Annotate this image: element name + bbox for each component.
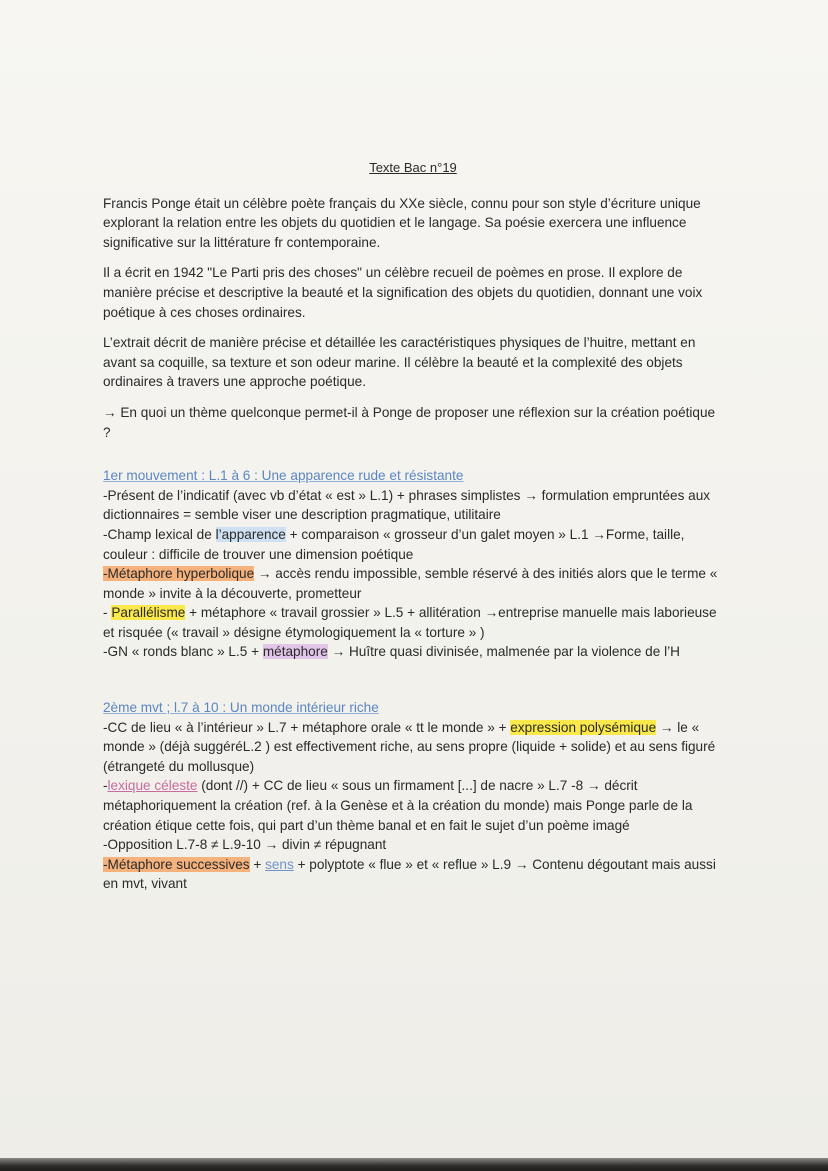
text-fragment: -GN « ronds blanc » L.5 +: [103, 644, 263, 660]
movement-1-heading: 1er mouvement : L.1 à 6 : Une apparence rude et résistante: [103, 468, 464, 484]
movement-2-line-3: -Opposition L.7-8 ≠ L.9-10 → divin ≠ répugnant: [103, 837, 387, 853]
text-fragment: + métaphore « travail grossier » L.5 + allitération →entreprise manuelle mais laborieuse et risquée (« travail » désigne étymologiquement la « torture » ): [103, 605, 717, 640]
highlight-orange: -Métaphore hyperbolique: [103, 566, 255, 582]
text-fragment: -: [103, 605, 112, 621]
movement-1-line-2: [103, 525, 723, 564]
movement-2-line-4: [103, 855, 723, 894]
intro-paragraph-2: Il a écrit en 1942 "Le Parti pris des choses" un célèbre recueil de poèmes en prose. Il explore de manière précise et descriptive la beauté et la signification des objets du quotidien, donnant une voix poétique à ces choses ordinaires.: [103, 265, 703, 320]
highlight-purple: métaphore: [262, 644, 328, 660]
movement-2-line-2: [103, 776, 723, 835]
document-body: [103, 158, 723, 894]
underline-pink: lexique céleste: [107, 778, 198, 794]
problematic-question: → En quoi un thème quelconque permet-il à Ponge de proposer une réflexion sur la création poétique ?: [103, 404, 716, 440]
movement-1-line-1: -Présent de l’indicatif (avec vb d’état « est » L.1) + phrases simplistes → formulation empruntées aux dictionnaires = semble viser une description pragmatique, utilitaire: [103, 487, 711, 523]
highlight-blue: l’apparence: [215, 526, 286, 542]
intro-paragraph-3: L’extrait décrit de manière précise et détaillée les caractéristiques physiques de l’huitre, mettant en avant sa coquille, sa texture et son odeur marine. Il célèbre la beauté et la complexité des objets ordinaires à travers une approche poétique.: [103, 335, 696, 390]
scan-bottom-edge: [0, 1158, 828, 1171]
text-fragment: +: [249, 856, 266, 872]
highlight-yellow: expression polysémique: [510, 719, 657, 735]
text-fragment: + polyptote « flue » et « reflue » L.9 → Contenu dégoutant mais aussi en mvt, vivant: [103, 856, 716, 892]
intro-paragraph-1: Francis Ponge était un célèbre poète français du XXe siècle, connu pour son style d’écriture unique explorant la relation entre les objets du quotidien et le langage. Sa poésie exercera une influence significative sur la littérature fr contemporaine.: [103, 195, 701, 250]
highlight-yellow: Parallélisme: [111, 605, 186, 621]
movement-2-heading: 2ème mvt ; l.7 à 10 : Un monde intérieur riche: [103, 700, 379, 716]
movement-1-line-4: [103, 603, 723, 642]
text-fragment: → accès rendu impossible, semble réservé à des initiés alors que le terme « monde » invite à la découverte, prometteur: [103, 566, 718, 601]
text-fragment: -Champ lexical de: [103, 526, 216, 542]
movement-1-line-5: [103, 642, 723, 662]
text-fragment: (dont //) + CC de lieu « sous un firmament [...] de nacre » L.7 -8 → décrit métaphoriquement la création (ref. à la Genèse et à la création du monde) mais Ponge parle de la création étique cette fois, qui part d’un thème banal et en fait le sujet d’un poème imagé: [103, 778, 693, 833]
text-fragment: → le « monde » (déjà suggéréL.2 ) est effectivement riche, au sens propre (liquide + solide) et au sens figuré (étrangeté du mollusque): [103, 719, 716, 774]
text-fragment: + comparaison « grosseur d’un galet moyen » L.1 →Forme, taille, couleur : difficile de trouver une dimension poétique: [103, 526, 685, 562]
movement-2-line-1: [103, 718, 723, 777]
text-fragment: → Huître quasi divinisée, malmenée par la violence de l’H: [327, 644, 680, 660]
section-gap: [103, 662, 723, 698]
highlight-orange: -Métaphore successives: [103, 856, 250, 872]
underline-blue: sens: [265, 856, 294, 872]
movement-1-line-3: [103, 564, 723, 603]
document-title: Texte Bac n°19: [369, 160, 457, 175]
text-fragment: -CC de lieu « à l’intérieur » L.7 + métaphore orale « tt le monde » +: [103, 719, 511, 735]
text-fragment: -: [103, 778, 108, 794]
